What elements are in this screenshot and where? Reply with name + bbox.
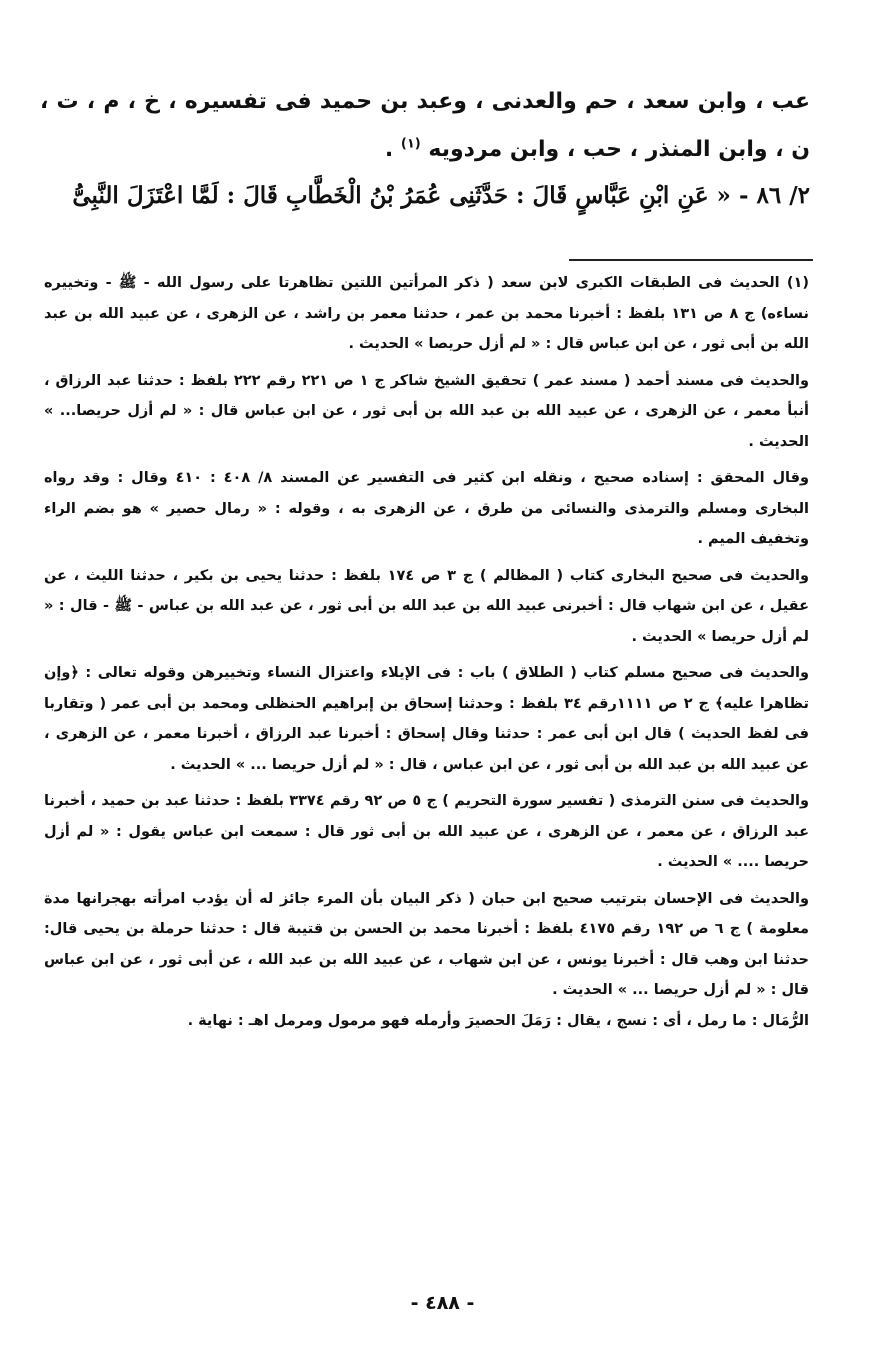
footnote-reference: (١) (400, 136, 421, 152)
footnote-gloss: الرُّمَال : ما رمل ، أى : نسج ، يقال : رَمَلَ الحصيرَ وأرمله فهو مرمول ومرمل اهـ : نهاية . (187, 1012, 809, 1029)
footnotes-block (44, 268, 809, 1042)
main-paragraph-end: . (384, 137, 401, 162)
footnote-paragraph: والحديث فى سنن الترمذى ( تفسير سورة التحريم ) ج ٥ ص ٩٢ رقم ٣٣٧٤ بلفظ : حدثنا عبد بن حميد ، أخبرنا عبد الرزاق ، عن معمر ، عن الزهرى ، عن عبيد الله بن أبى ثور قال : سمعت ابن عباس يقول : « لم أزل حريصا .... » الحديث . (44, 793, 810, 870)
footnote-separator (569, 259, 813, 261)
main-paragraph (40, 78, 810, 174)
footnote-paragraph: وقال المحقق : إسناده صحيح ، ونقله ابن كثير فى التفسير عن المسند ٨/ ٤٠٨ : ٤١٠ وقال : وقد رواه البخارى ومسلم والترمذى والنسائى من طرق ، عن الزهرى به ، وقوله : « رمال حصير » هو بضم الراء وتخفيف الميم . (44, 470, 809, 547)
main-text-block (40, 78, 810, 174)
footnote-paragraph: والحديث فى صحيح البخارى كتاب ( المظالم ) ج ٣ ص ١٧٤ بلفظ : حدثنا يحيى بن بكير ، حدثنا الليث ، عن عقيل ، عن ابن شهاب قال : أخبرنى عبيد الله بن عبد الله بن أبى ثور ، عن عبد الله بن عباس - ﷺ - قال : « لم أزل حريصا » الحديث . (44, 567, 809, 645)
footnote-paragraph: والحديث فى الإحسان بترتيب صحيح ابن حبان ( ذكر البيان بأن المرء جائز له أن يؤدب امرأته بهجرانها مدة معلومة ) ج ٦ ص ١٩٢ رقم ٤١٧٥ بلفظ : أخبرنا محمد بن الحسن بن قتيبة قال : حدثنا حرملة بن يحيى قال: حدثنا ابن وهب قال : أخبرنا يونس ، عن ابن شهاب ، عن عبيد الله بن عبد الله ، عن أبى ثور ، عن ابن عباس قال : « لم أزل حريصا ... » الحديث . (44, 890, 810, 998)
page-number: - ٤٨٨ - (410, 1292, 475, 1314)
main-paragraph-text: عب ، وابن سعد ، حم والعدنى ، وعبد بن حميد فى تفسيره ، خ ، م ، ت ، ن ، وابن المنذر ، حب ، وابن مردويه (40, 89, 810, 162)
hadith-heading-line: ٢/ ٨٦ - « عَنِ ابْنِ عَبَّاسٍ قَالَ : حَدَّثَنِى عُمَرُ بْنُ الْخَطَّابِ قَالَ : لَمَّا اعْتَزَلَ النَّبِىُّ (72, 182, 810, 209)
footnote-paragraph: والحديث فى مسند أحمد ( مسند عمر ) تحقيق الشيخ شاكر ج ١ ص ٢٢١ رقم ٢٢٢ بلفظ : حدثنا عبد الرزاق ، أنبأ معمر ، عن الزهرى ، عن عبيد الله بن عبد الله بن أبى ثور ، عن ابن عباس قال : « لم أزل حريصا... » الحديث . (44, 372, 810, 450)
footnote-paragraph: والحديث فى صحيح مسلم كتاب ( الطلاق ) باب : فى الإيلاء واعتزال النساء وتخييرهن وقوله تعالى : ﴿وإن تظاهرا عليه﴾ ج ٢ ص ١١١١رقم ٣٤ بلفظ : وحدثنا إسحاق بن إبراهيم الحنظلى ومحمد بن أبى عمر ( وتقاربا فى لفظ الحديث ) قال ابن أبى عمر : حدثنا وقال إسحاق : أخبرنا عبد الرزاق ، أخبرنا معمر ، عن الزهرى ، عن عبيد الله بن عبد الله بن أبى ثور ، عن ابن عباس ، قال : « لم أزل حريصا ... » الحديث . (44, 665, 809, 773)
footnote-paragraph: (١) الحديث فى الطبقات الكبرى لابن سعد ( ذكر المرأتين اللتين تظاهرتا على رسول الله - ﷺ - وتخييره نساءه) ج ٨ ص ١٣١ بلفظ : أخبرنا محمد بن عمر ، حدثنا معمر بن راشد ، عن الزهرى ، عن عبيد الله بن عبد الله بن أبى ثور ، عن ابن عباس قال : « لم أزل حريصا » الحديث . (44, 275, 810, 352)
